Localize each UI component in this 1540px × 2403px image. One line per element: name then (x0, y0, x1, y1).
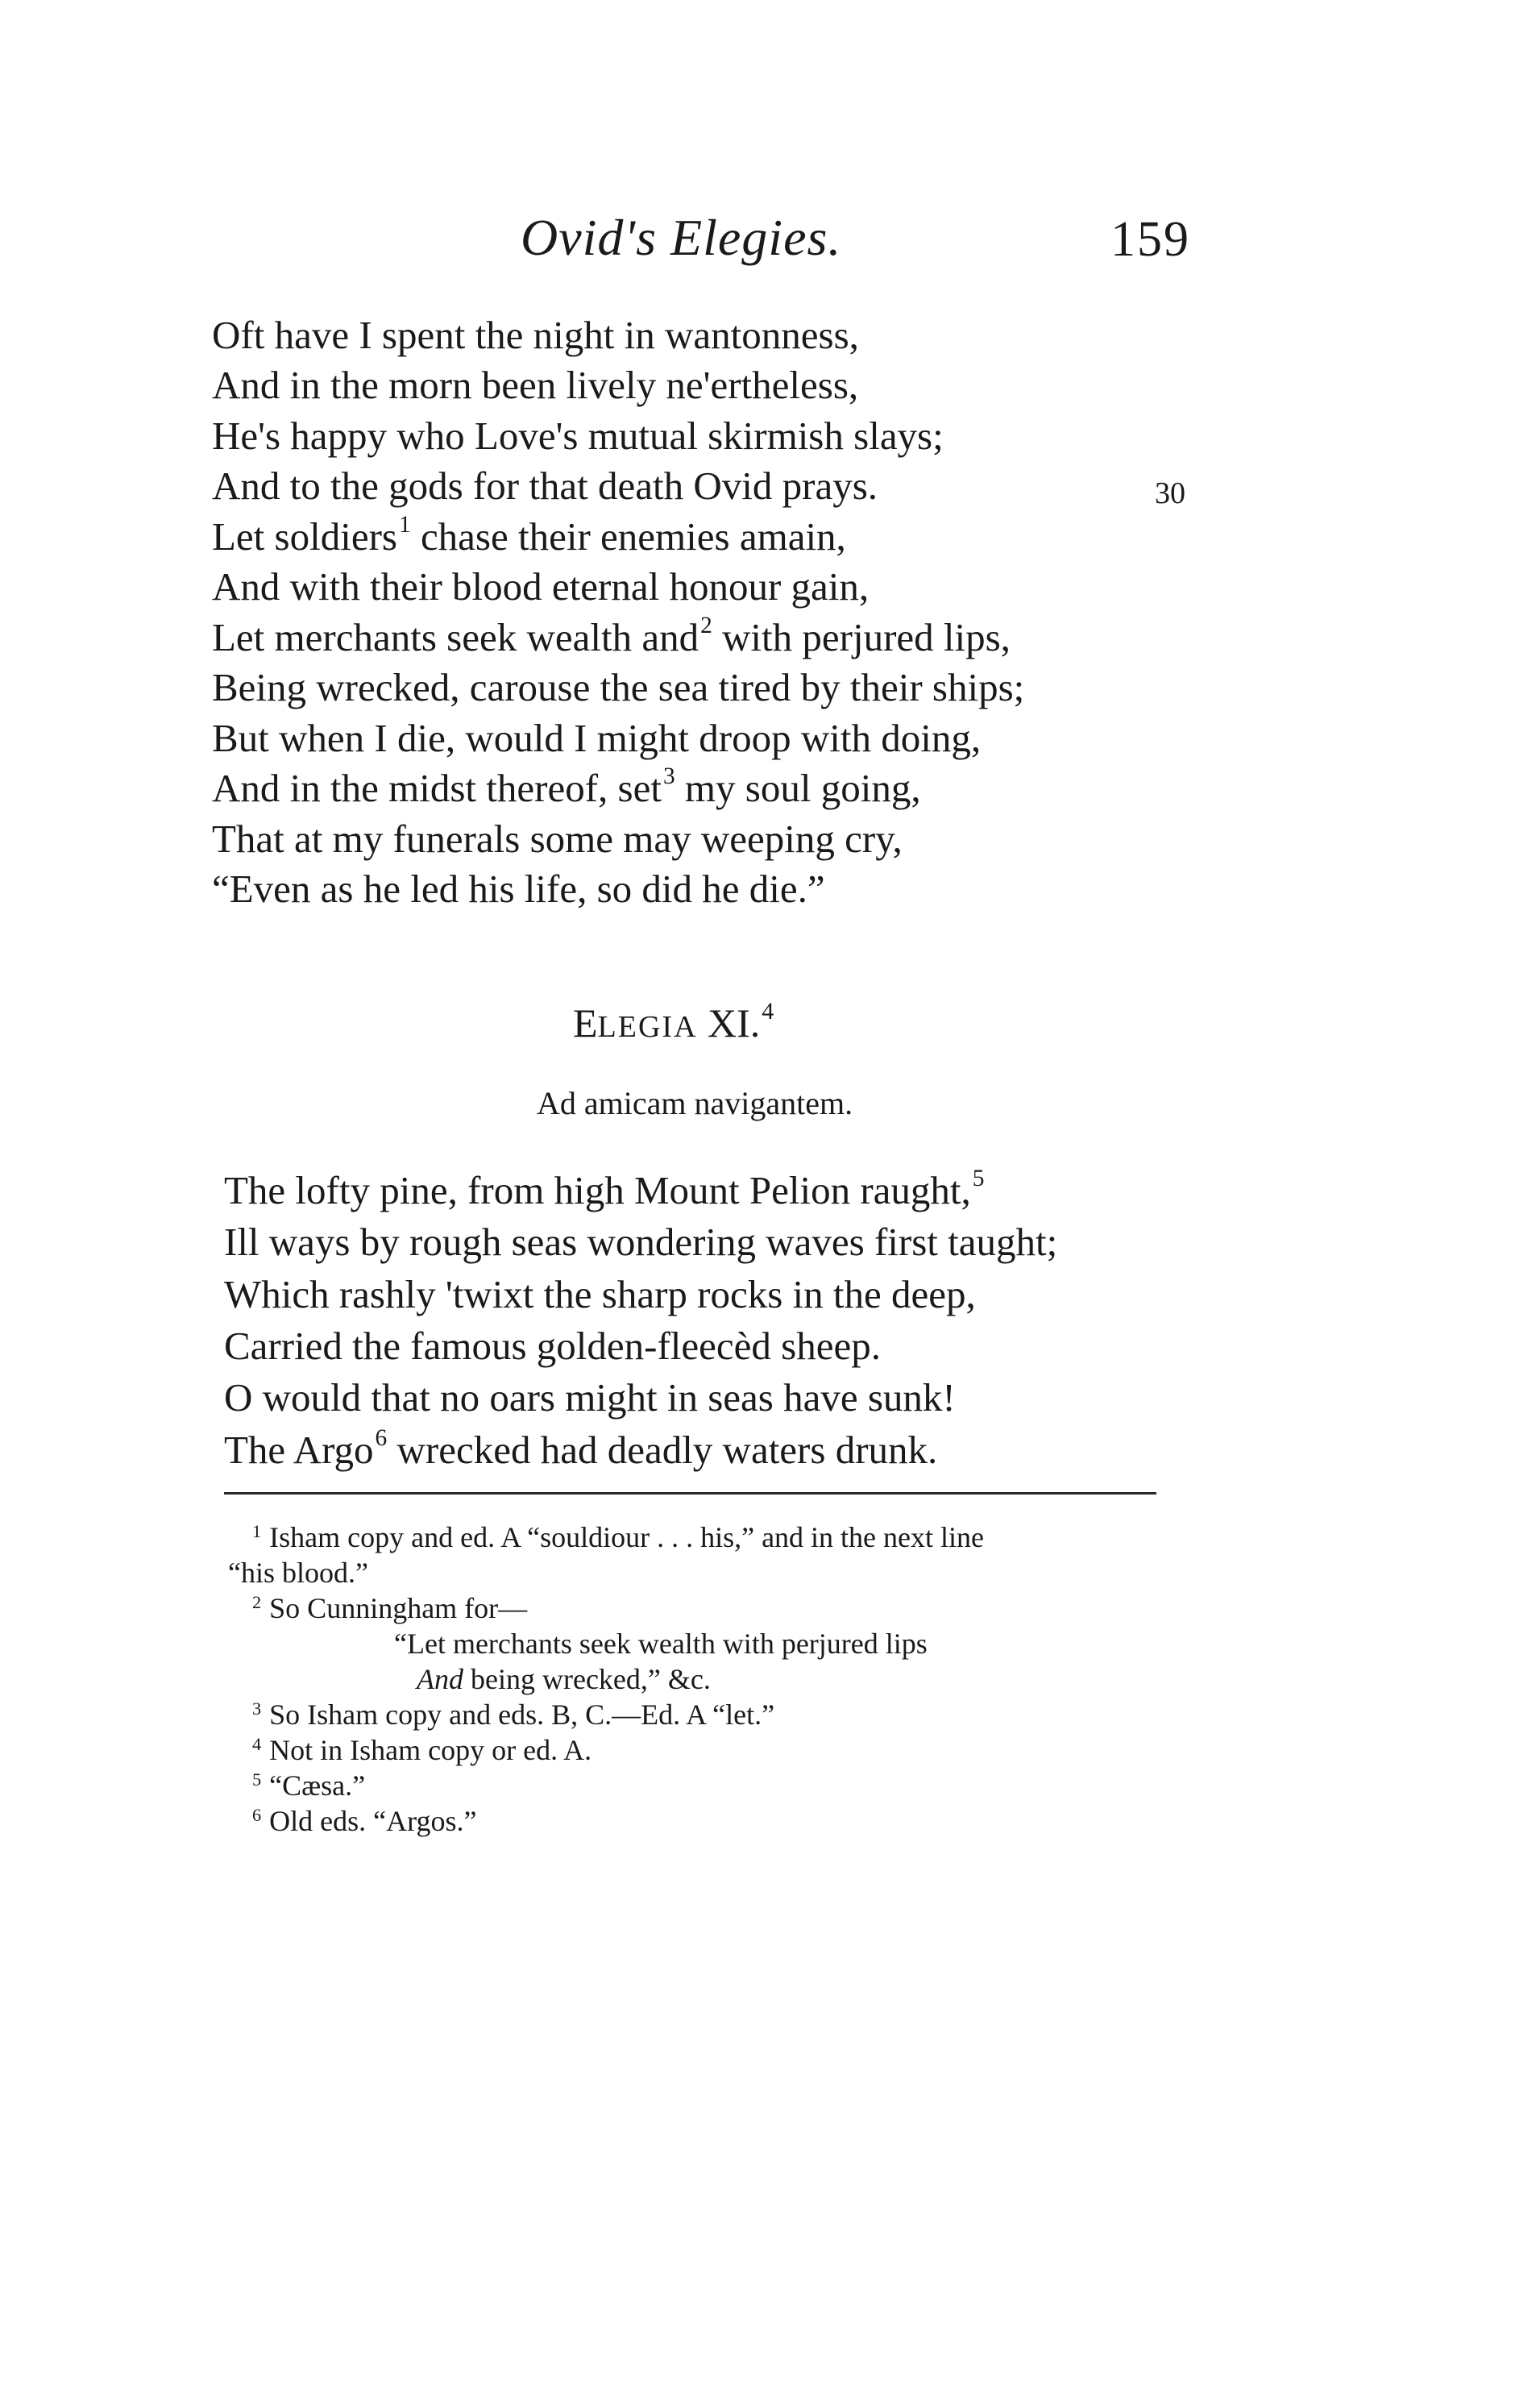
verse-line: And with their blood eternal honour gain, (212, 564, 870, 609)
verse-line: Let merchants seek wealth and$^2$ with perjured lips, (212, 612, 1011, 659)
footnote: $^1$ Isham copy and ed. A “souldiour . . . his,” and in the next line (252, 1520, 984, 1553)
footnote-ref: 2 (700, 612, 712, 638)
footnote-quote: “Let merchants seek wealth with perjured lips (394, 1628, 928, 1660)
verse-line: The Argo$^6$ wrecked had deadly waters drunk. (224, 1424, 938, 1472)
verse-line: The lofty pine, from high Mount Pelion raught,$^5$ (224, 1165, 985, 1212)
verse-line: And to the gods for that death Ovid prays. (212, 464, 878, 508)
page-number: 159 (1110, 212, 1190, 267)
verse-line: That at my funerals some may weeping cry, (212, 817, 903, 861)
footnote: $^4$ Not in Isham copy or ed. A. (252, 1733, 592, 1766)
verse-line: Oft have I spent the night in wantonness, (212, 313, 859, 357)
verse-line: He's happy who Love's mutual skirmish slays; (212, 414, 944, 458)
footnote-ref: 4 (762, 997, 774, 1025)
verse-line: Let soldiers$^1$ chase their enemies amain, (212, 511, 846, 559)
verse-line: But when I die, would I might droop with doing, (212, 716, 982, 760)
footnote-ref: 3 (662, 763, 675, 789)
verse-line: Ill ways by rough seas wondering waves first taught; (224, 1220, 1058, 1264)
verse-line: Carried the famous golden-fleecèd sheep. (224, 1324, 881, 1368)
verse-line: Which rashly 'twixt the sharp rocks in the deep, (224, 1272, 976, 1316)
footnote: $^2$ So Cunningham for— (252, 1591, 528, 1624)
line-number: 30 (1155, 476, 1185, 510)
footnote: $^3$ So Isham copy and eds. B, C.—Ed. A “let.” (252, 1698, 775, 1731)
verse-line: And in the midst thereof, set$^3$ my soul going, (212, 763, 921, 810)
verse-line: O would that no oars might in seas have sunk! (224, 1375, 956, 1420)
footnote-ref: 1 (398, 511, 411, 538)
verse-line: Being wrecked, carouse the sea tired by their ships; (212, 665, 1025, 709)
elegia-heading: ELEGIA XI.$^4$ (573, 997, 774, 1046)
verse-line: And in the morn been lively ne'ertheless, (212, 363, 859, 407)
running-header-title: Ovid's Elegies. (521, 209, 842, 266)
footnote-quote: And being wrecked,” &c. (417, 1663, 711, 1695)
footnote-divider (224, 1492, 1156, 1495)
footnote-ref: 5 (972, 1165, 985, 1191)
footnote: $^5$ “Cæsa.” (252, 1769, 366, 1802)
verse-line: “Even as he led his life, so did he die.” (212, 867, 825, 911)
footnote-continuation: “his blood.” (228, 1557, 368, 1589)
elegia-subtitle: Ad amicam navigantem. (537, 1085, 853, 1121)
footnote-ref: 6 (375, 1424, 388, 1451)
footnote: $^6$ Old eds. “Argos.” (252, 1804, 477, 1837)
